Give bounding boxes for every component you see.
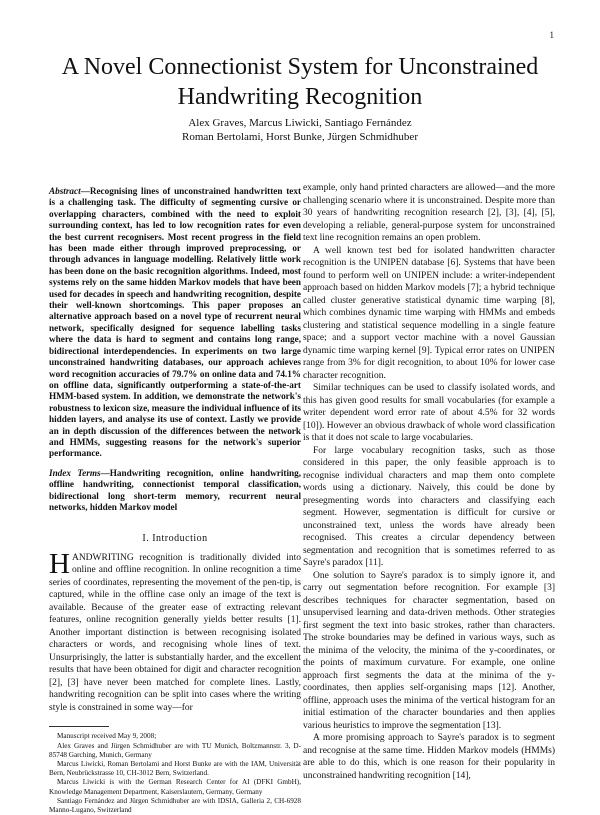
abstract-text: —Recognising lines of unconstrained handwritten text is a challenging task. The difficulty of segmenting cursive or overlapping characters, combined with the need to exploit surrounding context, has led to low recognition rates for even the best current recognisers. Most recent progress in the field has been made either through improved preprocessing, or through advances in language modelling. Relatively little work has been done on the basic recognition algorithms. Indeed, most systems rely on the same hidden Markov models that have been used for decades in speech and handwriting recognition, despite their well-known shortcomings. This paper proposes an alternative approach based on a novel type of recurrent neural network, specifically designed for sequence labelling tasks where the data is hard to segment and contains long range, bidirectional interdependencies. In experiments on two large unconstrained handwriting databases, our approach achieves word recognition accuracies of 79.7% on online data and 74.1% on offline data, significantly outperforming a state-of-the-art HMM-based system. In addition, we demonstrate the network's robustness to lexicon size, measure the individual influence of its hidden layers, and analyse its use of context. Lastly we provide an in depth discussion of the differences between the network and HMMs, suggesting reasons for the network's superior performance. [49,186,301,459]
index-terms-lead: Index Terms [49,467,101,478]
footnote-rule [49,726,109,727]
body-paragraph: A well known test bed for isolated handwritten character recognition is the UNIPEN database [6]. Systems that have been found to perform well on UNIPEN include: a writer-independent approach based on hidden Markov models [7]; a hybrid technique called cluster generative statistical dynamic time warping [8], which combines dynamic time warping with HMMs and embeds clustering and statistical sequence modelling in a single feature space; and a support vector machine with a novel Gaussian dynamic time warping kernel [9]. Typical error rates on UNIPEN range from 3% for digit recognition, to about 10% for lower case character recognition. [303,245,555,381]
page-number: 1 [549,30,554,40]
abstract-lead: Abstract [49,186,81,196]
footnote: Marcus Liwicki is with the German Research Center for AI (DFKI GmbH), Knowledge Management Department, Kaiserslautern, Germany, Germany [49,778,301,796]
paper-title: A Novel Connectionist System for Unconstrained Handwriting Recognition [61,54,539,110]
intro-paragraph-1 [49,547,301,715]
body-paragraph: One solution to Sayre's paradox is to simply ignore it, and carry out segmentation before recognition. For example [3] describes techniques for character segmentation, based on unsupervised learning and data-driven methods. Other strategies first segment the text into basic strokes, rather than characters. The stroke boundaries may be defined in various ways, such as the minima of the velocity, the minima of the y-coordinates, or the points of maximum curvature. For example, one online approach first segments the data at the minima of the y-coordinates, then applies self-organising maps [12]. Another, offline, approach uses the minima of the vertical histogram for an initial estimation of the character boundaries and then applies various heuristics to improve the segmentation [13]. [303,570,555,731]
footnote: Alex Graves and Jürgen Schmidhuber are with TU Munich, Boltzmannstr. 3, D-85748 Garching, Munich, Germany [49,741,301,759]
body-paragraph: For large vocabulary recognition tasks, such as those considered in this paper, the only feasible approach is to recognise individual characters and map them onto complete words using a dictionary. Naively, this could be done by presegmenting words into characters and classifying each segment. However, segmentation is difficult for cursive or unconstrained text, unless the words have already been recognised. This creates a circular dependency between segmentation and recognition that is sometimes referred to as Sayre's paradox [11]. [303,445,555,568]
right-column [303,182,555,782]
footnote: Manuscript received May 9, 2008; [57,732,157,741]
body-paragraph: example, only hand printed characters are allowed—and the more challenging scenario where it is unconstrained. Despite more than 30 years of handwriting recognition research [2], [3], [4], [5], developing a reliable, general-purpose system for unconstrained text line recognition remains an open problem. [303,183,555,243]
index-terms-text: —Handwriting recognition, online handwriting, offline handwriting, connectionist temporal classification, bidirectional long short-term memory, recurrent neural networks, hidden Markov model [49,467,301,512]
section-heading-introduction: I. Introduction [142,533,208,545]
authors-line-2: Roman Bertolami, Horst Bunke, Jürgen Schmidhuber [182,131,418,143]
intro-paragraph-1-text: ANDWRITING recognition is traditionally divided into online and offline recognition. In online recognition a time series of coordinates, representing the movement of the pen-tip, is captured, while in the offline case only an image of the text is available. Because of the greater ease of extracting relevant features, online recognition generally yields better results [1]. Another important distinction is between recognising isolated characters or words, and recognising whole lines of text. Unsurprisingly, the latter is substantially harder, and the excellent results that have been obtained for digit and character recognition [2], [3] have never been matched for complete lines. Lastly, handwriting recognition can be split into cases where the writing style is constrained in some way—for [49,552,301,713]
body-paragraph: Similar techniques can be used to classify isolated words, and this has given good results for small vocabularies (for example a writer dependent word error rate of about 4.5% for 32 words [10]). However an obvious drawback of whole word classification is that it does not scale to large vocabularies. [303,383,555,443]
authors-block [40,116,560,144]
footnote: Marcus Liwicki, Roman Bertolami and Horst Bunke are with the IAM, Universität Bern, Neubrückstrasse 10, CH-3012 Bern, Switzerland. [49,759,301,778]
index-terms [49,468,301,514]
footnote: Santiago Fernández and Jürgen Schmidhuber are with IDSIA, Galleria 2, CH-6928 Manno-Lugano, Switzerland [49,796,301,814]
abstract [49,186,301,460]
drop-cap: H [49,547,70,580]
authors-line-1: Alex Graves, Marcus Liwicki, Santiago Fernández [188,117,412,129]
body-paragraph: A more promising approach to Sayre's paradox is to segment and recognise at the same time. Hidden Markov models (HMMs) are able to do this, which is one reason for their popularity in unconstrained handwriting recognition [14], [303,733,555,781]
footnotes [49,732,301,815]
left-column [49,186,301,815]
